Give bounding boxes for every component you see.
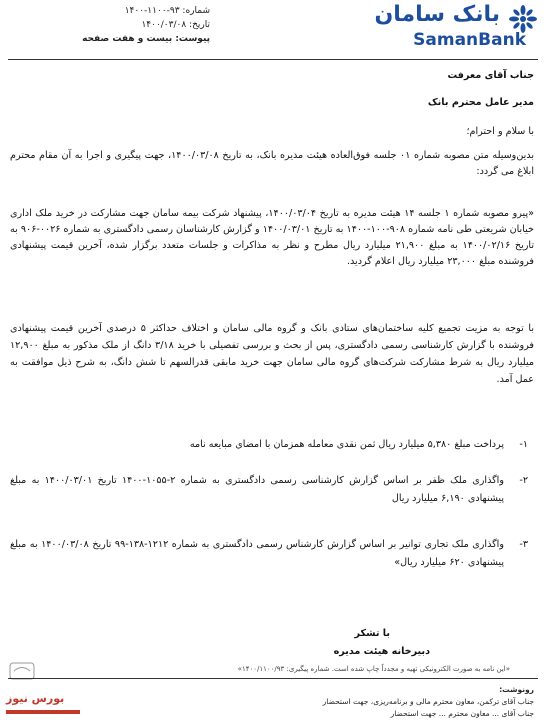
intro-paragraph: بدین‌وسیله متن مصوبه شماره ۰۱ جلسه فوق‌العاده هیئت مدیره بانک، به تاریخ ۱۴۰۰/۰۳/۰۸، جهت پیگیری و اجرا به آن مقام محترم ابلاغ می گردد: — [10, 150, 534, 177]
news-watermark: بورس نیوز — [6, 692, 65, 705]
greeting: با سلام و احترام؛ — [466, 126, 534, 137]
list-item — [10, 472, 534, 508]
cc-block — [10, 684, 534, 720]
list-item-number: ۱- — [519, 439, 528, 450]
closing-thanks: با تشکر — [354, 628, 390, 639]
logo-text-en: SamanBank — [413, 30, 526, 50]
list-item-number: ۲- — [519, 475, 528, 486]
list-item-text: واگذاری ملک تجاری توانیر بر اساس گزارش کارشناس رسمی دادگستری به شماره ۱۲۱۲-۱۳۸-۹۹ تاریخ ۱۴۰۰/۰۳/۰۸ به مبلغ پیشنهادی ۶۲۰ میلیارد ریال» — [10, 539, 504, 568]
logo-text-fa: بانک سامان — [374, 2, 500, 27]
letter-date: تاریخ: ۱۴۰۰/۰۳/۰۸ — [141, 20, 210, 30]
footer-divider — [8, 678, 538, 679]
recipient-title: مدیر عامل محترم بانک — [427, 97, 534, 108]
list-item — [10, 536, 534, 572]
resolution-paragraph-1: «پیرو مصوبه شماره ۱ جلسه ۱۴ هیئت مدیره به تاریخ ۱۴۰۰/۰۳/۰۴، پیشنهاد شرکت بیمه سامان جهت مشارکت در خرید ملک اداری خیابان شریعتی طی نامه شماره ۹۰۸-۱۰۰-۱۴۰۰ به تاریخ ۱۴۰۰/۰۳/۰۱ و گزارش کارشناسان رسمی دادگستری به شماره ۰۰۲۶-۹۰۶ به تاریخ ۱۴۰۰/۰۲/۱۶ به مبلغ ۲۱,۹۰۰ میلیارد ریال مطرح و نظر به مذاکرات و جلسات متعدد برگزار شده، آخرین قیمت پیشنهادی فروشنده مبلغ ۲۳,۰۰۰ میلیارد ریال اعلام گردید. — [10, 208, 535, 267]
letter-meta — [10, 4, 210, 46]
cc-line: جناب آقای ... معاون محترم ... جهت استحضار — [390, 709, 534, 718]
cc-label: رونوشت: — [499, 685, 534, 694]
watermark-bar — [6, 710, 80, 714]
header-divider — [8, 59, 538, 60]
letter-number: شماره: ۹۳-۱۱۰۰-۱۴۰۰ — [124, 6, 210, 16]
list-item-number: ۳- — [519, 539, 528, 550]
list-item-text: پرداخت مبلغ ۵,۳۸۰ میلیارد ریال ثمن نقدی معامله همزمان با امضای مبایعه نامه — [189, 439, 504, 450]
cc-line: جناب آقای ترکمن، معاون محترم مالی و برنامه‌ریزی، جهت استحضار — [322, 697, 534, 706]
letter-attachment: پیوست: بیست و هفت صفحه — [82, 34, 210, 44]
recipient-name: جناب آقای معرفت — [447, 70, 534, 81]
list-item-text: واگذاری ملک ظفر بر اساس گزارش کارشناسی رسمی دادگستری به شماره ۲-۱۰۵۵-۱۴۰۰ تاریخ ۱۴۰۰/۰۳/۰۱ به مبلغ پیشنهادی ۶,۱۹۰ میلیارد ریال — [10, 475, 504, 504]
saman-bank-logo — [358, 2, 538, 54]
resolution-paragraph-2: با توجه به مزیت تجمیع کلیه ساختمان‌های ستادی بانک و گروه مالی سامان و اختلاف حداکثر ۵ درصدی آخرین قیمت پیشنهادی فروشنده با گزارش کارشناسی رسمی دادگستری، پس از بحث و بررسی تفصیلی با خرید ۳/۱۸ دانگ از ملک مذکور به مبلغ ۱۲,۹۰۰ میلیارد ریال به شرط مشارکت شرکت‌های گروه مالی سامان جهت خرید مابقی قدرالسهم تا شش دانگ، به شرح ذیل موافقت به عمل آمد. — [10, 323, 534, 385]
electronic-footnote: «این نامه به صورت الکترونیکی تهیه و مجدداً چاپ شده است. شماره پیگیری: ۱۴۰۰/۱۱۰۰/۹۳» — [237, 665, 510, 673]
closing-signer: دبیرخانه هیئت مدیره — [333, 646, 430, 657]
list-item — [10, 436, 534, 454]
